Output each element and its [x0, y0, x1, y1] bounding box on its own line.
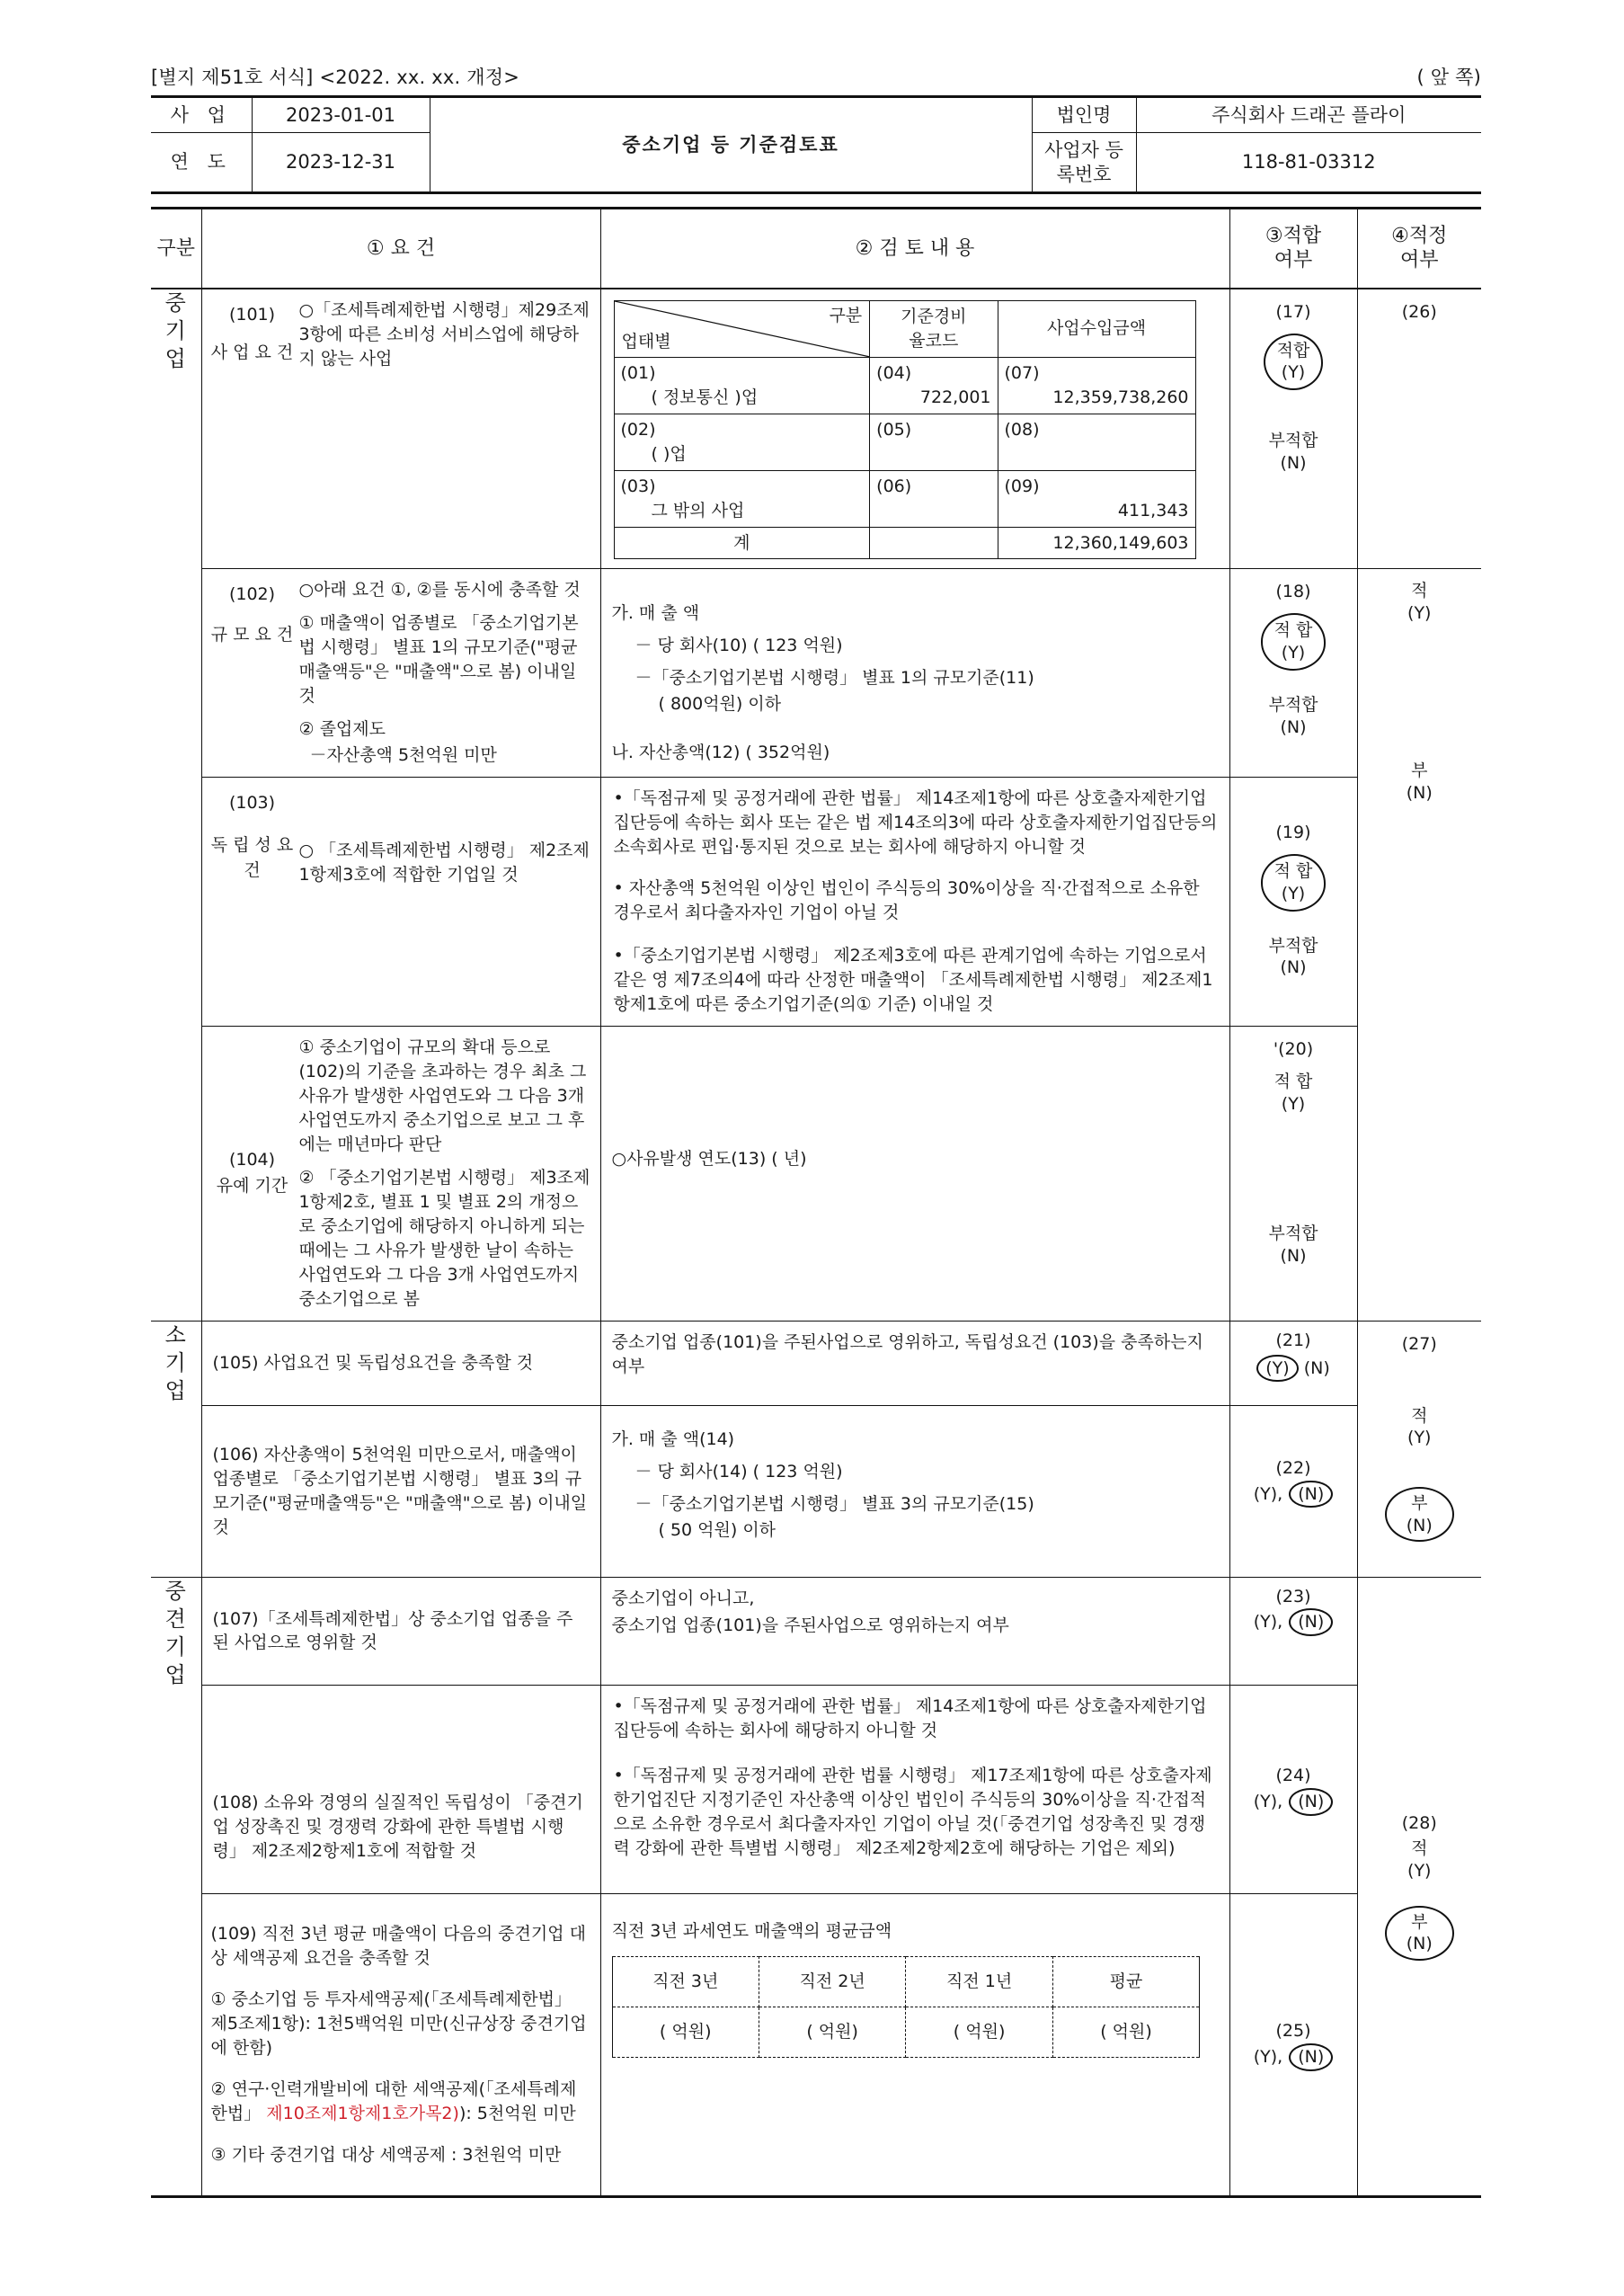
fit-cell-106[interactable] [1229, 1405, 1357, 1577]
business-year-end: 2023-12-31 [252, 133, 430, 193]
fit-cell-101[interactable] [1229, 289, 1357, 569]
form-topline [151, 63, 1481, 95]
requirement-cell-106 [201, 1405, 600, 1577]
review-103-p1: •「독점규제 및 공정거래에 관한 법률」 제14조제1항에 따른 상호출자제한기업집단등에 속하는 회사 또는 같은 법 제14조의3에 따라 상호출자제한기업집단등의 소속회사로 편입·통지된 것으로 보는 회사에 해당하지 아니할 것 [613, 788, 1218, 858]
avg-value-y1[interactable]: ( 억원) [906, 2007, 1052, 2058]
corp-name-label: 법인명 [1032, 97, 1136, 133]
proper-yes-so-l1[interactable]: 적 [1411, 1405, 1428, 1426]
fit-yes-106[interactable]: (Y), [1253, 1483, 1283, 1504]
avg-header-mean: 평균 [1052, 1957, 1199, 2007]
group-label-junggyeon: 중 견 기 업 [151, 1577, 201, 2197]
proper-no-junggyeon[interactable]: 부 (N) [1385, 1906, 1454, 1961]
fit-yn-108[interactable] [1254, 1792, 1334, 1811]
review-102-a3: ( 800억원) 이하 [658, 694, 782, 715]
fit-no-104-l2: (N) [1280, 1246, 1307, 1267]
income-row-01-type: (01) ( 정보통신 )업 [614, 357, 870, 414]
group-label-jungso: 중 기 업 [151, 289, 201, 1321]
proper-code-101: (26) [1401, 301, 1437, 322]
income-total-code [870, 527, 998, 559]
review-106-a: 가. 매 출 액(14) [611, 1428, 735, 1449]
group-label-so: 소 기 업 [151, 1321, 201, 1577]
review-text-105: 중소기업 업종(101)을 주된사업으로 영위하고, 독립성요건 (103)을 충족하는지 여부 [611, 1331, 1203, 1376]
review-cell-101 [600, 289, 1229, 569]
column-header-gubun: 구분 [151, 208, 201, 289]
fit-no-104-l1[interactable]: 부적합 [1268, 1224, 1318, 1244]
fit-no-103-l2: (N) [1280, 957, 1307, 978]
biz-number-label: 사업자 등록번호 [1032, 133, 1136, 193]
income-total-label: 계 [614, 527, 870, 559]
proper-no-so[interactable]: 부 (N) [1385, 1487, 1454, 1542]
fit-code-104: '(20) [1273, 1039, 1314, 1059]
review-107-l2: 중소기업 업종(101)을 주된사업으로 영위하는지 여부 [611, 1615, 1009, 1636]
header-table [151, 95, 1481, 194]
form-reference: [별지 제51호 서식] <2022. xx. xx. 개정> [151, 67, 520, 88]
requirement-102-p2: ① 매출액이 업종별로 「중소기업기본법 시행령」 별표 1의 규모기준("평균매출액등"은 "매출액"으로 봄) 이내일 것 [298, 613, 579, 707]
fit-cell-105[interactable] [1229, 1321, 1357, 1405]
fit-yes-107[interactable]: (Y), [1253, 1612, 1283, 1633]
income-row-02-code: (05) [870, 414, 998, 470]
income-row-total [614, 527, 1195, 559]
requirement-109-p3-highlight: 제10조제1항제1호가목2) [266, 2104, 459, 2124]
fit-code-103: (19) [1275, 823, 1311, 843]
proper-cell-107-109[interactable] [1357, 1577, 1481, 2197]
fit-yn-106[interactable] [1254, 1484, 1334, 1504]
average-sales-table [612, 1956, 1201, 2058]
avg-value-y3[interactable]: ( 억원) [612, 2007, 759, 2058]
requirement-text-108: (108) 소유와 경영의 실질적인 독립성이 「중견기업 성장촉진 및 경쟁력 강화에 관한 특별법 시행령」 제2조제2항제1호에 적합할 것 [212, 1793, 583, 1862]
proper-code-105: (27) [1401, 1333, 1437, 1354]
row-108 [151, 1686, 1481, 1894]
requirement-cell-102 [201, 569, 600, 778]
biz-number-value: 118-81-03312 [1136, 133, 1481, 193]
fit-cell-109[interactable] [1229, 1894, 1357, 2197]
fit-no-102-l1[interactable]: 부적합 [1268, 694, 1318, 715]
income-col-header-rate-code: 기준경비 율코드 [870, 300, 998, 357]
income-row-header-type: 업태별 [621, 331, 671, 352]
requirement-cell-108 [201, 1686, 600, 1894]
requirement-109-p4: ③ 기타 중견기업 대상 세액공제 : 3천원억 미만 [210, 2145, 562, 2166]
review-106-a1: － 당 회사(14) ( 123 억원) [635, 1461, 843, 1482]
review-cell-108 [600, 1686, 1229, 1894]
requirement-102-p1: ○아래 요건 ①, ②를 동시에 충족할 것 [298, 580, 581, 601]
fit-code-101: (17) [1275, 301, 1311, 322]
row-104 [151, 1027, 1481, 1322]
fit-code-109: (25) [1275, 2020, 1311, 2041]
income-row-03-code: (06) [870, 470, 998, 527]
fit-cell-108[interactable] [1229, 1686, 1357, 1894]
row-102 [151, 569, 1481, 778]
income-row-03 [614, 470, 1195, 527]
fit-yes-105[interactable]: (Y) [1256, 1355, 1298, 1383]
fit-code-106: (22) [1275, 1457, 1311, 1478]
review-108-p2: •「독점규제 및 공정거래에 관한 법률 시행령」 제17조제1항에 따른 상호출자제한기업진단 지정기준인 자산총액 이상인 법인이 주식등의 30%이상을 직·간접적으로 소유한 경우로서 최다출자자인 기업이 아닐 것(「중견기업 성장촉진 및 경쟁력 강화에 관한 특별법 시행령」 제2조제2항제2호에 해당하는 기업은 제외) [613, 1766, 1212, 1859]
review-102-a2: －「중소기업기본법 시행령」 별표 1의 규모기준(11) [635, 668, 1034, 689]
business-year-label-1: 사 업 [151, 97, 252, 133]
review-102-a: 가. 매 출 액 [611, 603, 700, 624]
fit-no-109[interactable]: (N) [1289, 2043, 1333, 2071]
income-breakdown-table [614, 300, 1196, 560]
requirement-102-p4: －자산총액 5천억원 미만 [309, 745, 497, 766]
requirement-code-101: (101) 사 업 요 건 [210, 304, 294, 363]
review-cell-106 [600, 1405, 1229, 1577]
criteria-table [151, 207, 1481, 2198]
review-102-b: 나. 자산총액(12) ( 352억원) [611, 743, 830, 763]
requirement-102-p3: ② 졸업제도 [298, 719, 386, 740]
avg-header-y1: 직전 1년 [906, 1957, 1052, 2007]
row-105 [151, 1321, 1481, 1405]
income-row-02-type: (02) ( )업 [614, 414, 870, 470]
review-cell-105 [600, 1321, 1229, 1405]
fit-code-107: (23) [1275, 1586, 1311, 1606]
requirement-cell-103 [201, 778, 600, 1027]
requirement-text-101: ○「조세특례제한법 시행령」제29조제3항에 따른 소비성 서비스업에 해당하지 않는 사업 [298, 299, 590, 369]
fit-yes-102[interactable]: 적 합 (Y) [1261, 613, 1327, 670]
row-107 [151, 1577, 1481, 1686]
fit-yn-107[interactable] [1254, 1612, 1334, 1632]
column-header-requirement: ① 요 건 [201, 208, 600, 289]
proper-yes-so-l2: (Y) [1407, 1428, 1432, 1448]
review-107-l1: 중소기업이 아니고, [611, 1588, 755, 1608]
avg-value-mean[interactable]: ( 억원) [1052, 2007, 1199, 2058]
requirement-cell-107 [201, 1577, 600, 1686]
fit-no-106[interactable]: (N) [1289, 1481, 1333, 1508]
requirement-text-105: (105) 사업요건 및 독립성요건을 충족할 것 [212, 1352, 534, 1373]
review-106-a3: ( 50 억원) 이하 [658, 1519, 777, 1540]
fit-no-108[interactable]: (N) [1289, 1788, 1333, 1816]
proper-no-jungso-l1[interactable]: 부 [1411, 760, 1428, 780]
income-col-header-amount: 사업수입금액 [998, 300, 1195, 357]
fit-cell-107[interactable] [1229, 1577, 1357, 1686]
review-cell-102 [600, 569, 1229, 778]
requirement-text-103: ○ 「조세특례제한법 시행령」 제2조제1항제3호에 적합한 기업일 것 [298, 841, 590, 885]
review-cell-103 [600, 778, 1229, 1027]
proper-cell-101[interactable] [1357, 289, 1481, 569]
row-109 [151, 1894, 1481, 2197]
fit-no-101-l1[interactable]: 부적합 [1268, 431, 1318, 451]
fit-yes-109[interactable]: (Y), [1253, 2046, 1283, 2067]
income-row-02-amount: (08) [998, 414, 1195, 470]
business-year-label-2: 연 도 [151, 133, 252, 193]
income-row-01-amount: (07) 12,359,738,260 [998, 357, 1195, 414]
income-total-amount: 12,360,149,603 [998, 527, 1195, 559]
requirement-code-104: (104) 유예 기간 [216, 1150, 288, 1196]
avg-header-y2: 직전 2년 [759, 1957, 905, 2007]
page-side-label: ( 앞 쪽) [1416, 67, 1481, 88]
column-header-review: ② 검 토 내 용 [600, 208, 1229, 289]
requirement-cell-105 [201, 1321, 600, 1405]
fit-code-105: (21) [1275, 1330, 1311, 1350]
fit-cell-102[interactable] [1229, 569, 1357, 778]
requirement-109-p1: (109) 직전 3년 평균 매출액이 다음의 중견기업 대상 세액공제 요건을 충족할 것 [210, 1924, 586, 1969]
proper-yes-jungso-l2: (Y) [1407, 603, 1432, 624]
fit-no-101-l2: (N) [1280, 452, 1307, 473]
fit-code-102: (18) [1275, 582, 1311, 602]
fit-yn-109[interactable] [1254, 2047, 1334, 2067]
requirement-cell-104 [201, 1027, 600, 1322]
proper-code-108: (28) [1401, 1813, 1437, 1834]
fit-no-105[interactable]: (N) [1303, 1357, 1330, 1378]
review-109-title: 직전 3년 과세연도 매출액의 평균금액 [611, 1921, 892, 1942]
review-103-p3: •「중소기업기본법 시행령」 제2조제3호에 따른 관계기업에 속하는 기업으로서 같은 영 제7조의4에 따라 산정한 매출액이 「조세특례제한법 시행령」 제2조제1항제1호에 따른 중소기업기준(의① 기준) 이내일 것 [613, 946, 1213, 1015]
fit-yes-104-l2: (Y) [1281, 1093, 1306, 1114]
fit-code-108: (24) [1275, 1766, 1311, 1785]
avg-header-y3: 직전 3년 [612, 1957, 759, 2007]
column-header-fit: ③적합 여부 [1229, 208, 1357, 289]
requirement-text-107: (107)「조세특례제한법」상 중소기업 업종을 주된 사업으로 영위할 것 [212, 1608, 573, 1653]
review-cell-107 [600, 1577, 1229, 1686]
fit-yes-108[interactable]: (Y), [1253, 1791, 1283, 1811]
fit-cell-104[interactable] [1229, 1027, 1357, 1322]
fit-yes-103[interactable]: 적 합 (Y) [1261, 854, 1327, 911]
income-row-02 [614, 414, 1195, 470]
proper-no-jungso-l2: (N) [1406, 782, 1433, 803]
income-row-03-type: (03) 그 밖의 사업 [614, 470, 870, 527]
review-cell-104 [600, 1027, 1229, 1322]
requirement-code-103: (103) 독 립 성 요 건 [210, 793, 294, 881]
review-102-a1: － 당 회사(10) ( 123 억원) [635, 636, 843, 656]
fit-cell-103[interactable] [1229, 778, 1357, 1027]
proper-yes-jungso-l1[interactable]: 적 [1411, 581, 1428, 601]
avg-value-y2[interactable]: ( 억원) [759, 2007, 905, 2058]
form-sheet [151, 63, 1481, 2198]
fit-no-102-l2: (N) [1280, 716, 1307, 737]
requirement-code-102: (102) 규 모 요 건 [210, 584, 294, 645]
requirement-104-p2: ② 「중소기업기본법 시행령」 제3조제1항제2호, 별표 1 및 별표 2의 개정으로 중소기업에 해당하지 아니하게 되는 때에는 그 사유가 발생한 날이 속하는 사업연도와 그 다음 3개 사업연도까지 중소기업으로 봄 [298, 1167, 590, 1309]
fit-no-107[interactable]: (N) [1289, 1608, 1333, 1636]
document-title: 중소기업 등 기준검토표 [430, 97, 1032, 193]
requirement-109-p2: ① 중소기업 등 투자세액공제(「조세특례제한법」 제5조제1항): 1천5백억원 미만(신규상장 중견기업에 한함) [210, 1989, 587, 2059]
income-row-01-code: (04) 722,001 [870, 357, 998, 414]
proper-yes-junggyeon-l2: (Y) [1407, 1861, 1432, 1882]
review-cell-109 [600, 1894, 1229, 2197]
table-header-row [151, 208, 1481, 289]
row-106 [151, 1405, 1481, 1577]
fit-no-103-l1[interactable]: 부적합 [1268, 935, 1318, 956]
requirement-104-p1: ① 중소기업이 규모의 확대 등으로 (102)의 기준을 초과하는 경우 최초 그 사유가 발생한 사업연도와 그 다음 3개 사업연도까지 중소기업으로 보고 그 후에는 매년마다 판단 [298, 1037, 587, 1154]
proper-cell-105-106[interactable] [1357, 1321, 1481, 1577]
review-text-104: ○사유발생 연도(13) ( 년) [611, 1149, 807, 1169]
income-col-header-gubun: 구분 [829, 305, 863, 325]
requirement-cell-101 [201, 289, 600, 569]
row-103 [151, 778, 1481, 1027]
fit-yn-105[interactable] [1256, 1358, 1330, 1378]
income-row-01 [614, 357, 1195, 414]
requirement-text-106: (106) 자산총액이 5천억원 미만으로서, 매출액이 업종별로 「중소기업기본법 시행령」 별표 3의 규모기준("평균매출액등"은 "매출액"으로 봄) 이내일 것 [212, 1444, 588, 1537]
proper-yes-junggyeon-l1[interactable]: 적 [1411, 1838, 1428, 1859]
fit-yes-101[interactable]: 적합 (Y) [1264, 334, 1324, 390]
proper-cell-102-104[interactable] [1357, 569, 1481, 1321]
requirement-cell-109 [201, 1894, 600, 2197]
row-101 [151, 289, 1481, 569]
business-year-start: 2023-01-01 [252, 97, 430, 133]
column-header-proper: ④적정 여부 [1357, 208, 1481, 289]
fit-yes-104-l1[interactable]: 적 합 [1273, 1071, 1313, 1091]
review-108-p1: •「독점규제 및 공정거래에 관한 법률」 제14조제1항에 따른 상호출자제한기업집단등에 속하는 회사에 해당하지 아니할 것 [613, 1696, 1207, 1741]
income-table-corner [614, 300, 870, 357]
average-table-header-row [612, 1957, 1200, 2007]
review-106-a2: －「중소기업기본법 시행령」 별표 3의 규모기준(15) [635, 1493, 1034, 1514]
review-103-p2: • 자산총액 5천억원 이상인 법인이 주식등의 30%이상을 직·간접적으로 소유한 경우로서 최다출자자인 기업이 아닐 것 [613, 878, 1200, 923]
average-table-value-row [612, 2007, 1200, 2058]
requirement-109-p3: ② 연구·인력개발비에 대한 세액공제(「조세특례제한법」 제10조제1항제1호가목2)): 5천억원 미만 [210, 2079, 577, 2124]
income-row-03-amount: (09) 411,343 [998, 470, 1195, 527]
corp-name-value: 주식회사 드래곤 플라이 [1136, 97, 1481, 133]
